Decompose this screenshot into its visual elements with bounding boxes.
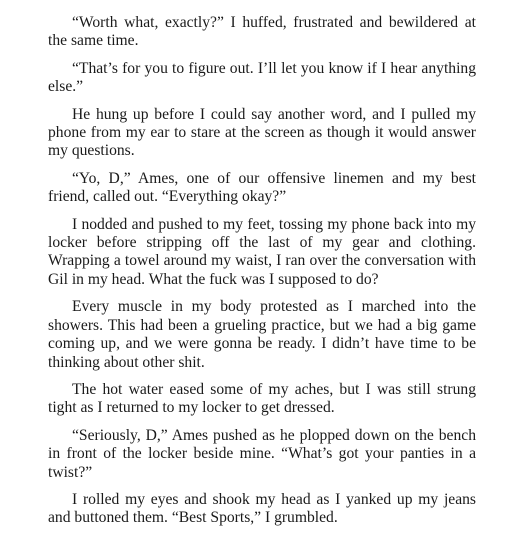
paragraph-5: I nodded and pushed to my feet, tossing my phone back into my locker before stripping off the last of my gear and clothing. Wrapping a towel around my waist, I ran over the conversation with Gil in my head. What the fuck was I supposed to do? [48,215,476,288]
paragraph-6: Every muscle in my body protested as I marched into the showers. This had been a grueling practice, but we had a big game coming up, and we were gonna be ready. I didn’t have time to be thinking about other shit. [48,298,476,371]
paragraph-1: “Worth what, exactly?” I huffed, frustrated and bewildered at the same time. [48,14,476,50]
paragraph-9: I rolled my eyes and shook my head as I yanked up my jeans and buttoned them. “Best Sports,” I grumbled. [48,490,476,527]
paragraph-2: “That’s for you to figure out. I’ll let you know if I hear anything else.” [48,59,476,96]
paragraph-4: “Yo, D,” Ames, one of our offensive linemen and my best friend, called out. “Everything okay?” [48,169,476,206]
paragraph-8: “Seriously, D,” Ames pushed as he plopped down on the bench in front of the locker beside mine. “What’s got your panties in a twist?” [48,426,476,481]
paragraph-3: He hung up before I could say another word, and I pulled my phone from my ear to stare at the screen as though it would answer my questions. [48,105,476,160]
paragraph-7: The hot water eased some of my aches, but I was still strung tight as I returned to my locker to get dressed. [48,380,476,417]
